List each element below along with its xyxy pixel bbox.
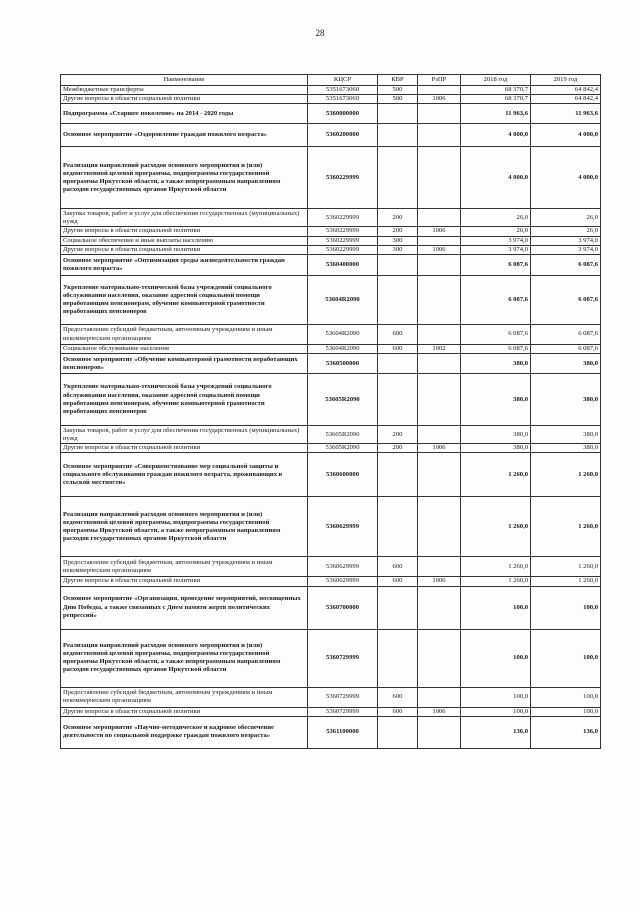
cell-rzpr [418, 255, 461, 276]
cell-rzpr [418, 236, 461, 245]
cell-2019: 11 963,6 [531, 104, 601, 124]
cell-kvr: 600 [378, 707, 418, 716]
cell-2018: 100,0 [461, 586, 531, 629]
cell-name: Укрепление материально-технической базы учреждений социального обслуживания населения, оказание адресной социальной помощи неработающим пенсионерам, обучение компьютерной грамотности неработающих пенсионеров [61, 374, 308, 426]
cell-name: Реализация направлений расходов основного мероприятия и (или) ведомственной целевой программы, подпрограммы государственной программы Иркутской области, а также непрограммным направлениям расходов государственных органов Иркутской области [61, 147, 308, 209]
cell-rzpr [418, 209, 461, 227]
cell-rzpr: 1006 [418, 577, 461, 586]
cell-name: Основное мероприятие «Оздоровление граждан пожилого возраста» [61, 124, 308, 147]
cell-kcsr: 5360500000 [308, 354, 378, 374]
cell-2018: 6 087,6 [461, 345, 531, 354]
cell-name: Реализация направлений расходов основного мероприятия и (или) ведомственной целевой программы, подпрограммы государственной программы Иркутской области, а также непрограммным направлениям расходов государственных органов Иркутской области [61, 629, 308, 687]
cell-name: Укрепление материально-технической базы учреждений социального обслуживания населения, оказание адресной социальной помощи неработающим пенсионерам, обучение компьютерной грамотности неработающих пенсионеров [61, 276, 308, 325]
cell-2018: 3 974,0 [461, 236, 531, 245]
cell-2018: 11 963,6 [461, 104, 531, 124]
table-row [61, 557, 601, 577]
cell-2019: 6 087,6 [531, 345, 601, 354]
cell-kvr: 300 [378, 236, 418, 245]
cell-kcsr: 5360629999 [308, 577, 378, 586]
cell-rzpr [418, 687, 461, 707]
cell-rzpr [418, 557, 461, 577]
cell-2018: 26,0 [461, 209, 531, 227]
cell-name: Подпрограмма «Старшее поколение» на 2014 - 2020 годы [61, 104, 308, 124]
cell-kvr [378, 276, 418, 325]
header-2019: 2019 год [531, 75, 601, 86]
table-row [61, 345, 601, 354]
cell-2018: 380,0 [461, 354, 531, 374]
cell-rzpr [418, 716, 461, 748]
table-row [61, 716, 601, 748]
cell-kvr [378, 497, 418, 557]
cell-rzpr [418, 276, 461, 325]
cell-kvr: 600 [378, 687, 418, 707]
cell-kvr: 600 [378, 557, 418, 577]
cell-2019: 100,0 [531, 629, 601, 687]
cell-kcsr: 53604R2090 [308, 325, 378, 345]
cell-name: Другие вопросы в области социальной политики [61, 227, 308, 236]
cell-name: Закупка товаров, работ и услуг для обеспечения государственных (муниципальных) нужд [61, 426, 308, 444]
table-row [61, 354, 601, 374]
cell-kvr [378, 124, 418, 147]
cell-name: Социальное обеспечение и иные выплаты населению [61, 236, 308, 245]
cell-2018: 136,0 [461, 716, 531, 748]
cell-name: Основное мероприятие «Научно-методическое и кадровое обеспечение деятельности по социальной поддержке граждан пожилого возраста» [61, 716, 308, 748]
cell-kvr [378, 629, 418, 687]
cell-kcsr: 5360000000 [308, 104, 378, 124]
cell-kcsr: 53604R2090 [308, 276, 378, 325]
cell-rzpr [418, 586, 461, 629]
cell-2019: 3 974,0 [531, 236, 601, 245]
cell-2019: 64 842,4 [531, 86, 601, 95]
table-body [61, 86, 601, 749]
cell-2018: 100,0 [461, 629, 531, 687]
cell-kvr [378, 374, 418, 426]
cell-2018: 4 000,0 [461, 124, 531, 147]
cell-rzpr [418, 104, 461, 124]
table-row [61, 236, 601, 245]
cell-2018: 1 260,0 [461, 557, 531, 577]
table-row [61, 426, 601, 444]
header-kcsr: КЦСР [308, 75, 378, 86]
cell-rzpr [418, 426, 461, 444]
cell-kvr [378, 147, 418, 209]
cell-kcsr: 5360229999 [308, 147, 378, 209]
cell-kvr: 500 [378, 95, 418, 104]
cell-name: Реализация направлений расходов основного мероприятия и (или) ведомственной целевой программы, подпрограммы государственной программы Иркутской области, а также непрограммным направлениям расходов государственных органов Иркутской области [61, 497, 308, 557]
table-row [61, 629, 601, 687]
cell-2019: 380,0 [531, 374, 601, 426]
cell-kcsr: 5360729999 [308, 707, 378, 716]
cell-kvr [378, 453, 418, 497]
cell-kcsr: 5360629999 [308, 557, 378, 577]
cell-kvr: 600 [378, 577, 418, 586]
table-row [61, 95, 601, 104]
cell-2019: 1 260,0 [531, 577, 601, 586]
cell-2019: 26,0 [531, 209, 601, 227]
cell-rzpr: 1006 [418, 245, 461, 254]
cell-kvr: 600 [378, 345, 418, 354]
table-row [61, 276, 601, 325]
header-2018: 2018 год [461, 75, 531, 86]
cell-2019: 4 000,0 [531, 147, 601, 209]
cell-rzpr: 1006 [418, 227, 461, 236]
cell-kvr: 200 [378, 209, 418, 227]
cell-kcsr: 53605R2090 [308, 426, 378, 444]
table-row [61, 586, 601, 629]
table-row [61, 124, 601, 147]
cell-2019: 1 260,0 [531, 497, 601, 557]
table-header-row [61, 75, 601, 86]
cell-name: Основное мероприятие «Оптимизация среды жизнедеятельности граждан пожилого возраста» [61, 255, 308, 276]
cell-kcsr: 5360229999 [308, 227, 378, 236]
cell-kcsr: 5360700000 [308, 586, 378, 629]
cell-2018: 1 260,0 [461, 577, 531, 586]
cell-kcsr: 5361100000 [308, 716, 378, 748]
cell-kcsr: 5351673060 [308, 95, 378, 104]
table-row [61, 707, 601, 716]
cell-name: Основное мероприятие «Совершенствование мер социальной защиты и социального обслуживания граждан пожилого возраста, проживающих в сельской местности» [61, 453, 308, 497]
cell-kcsr: 5360200000 [308, 124, 378, 147]
cell-kvr: 200 [378, 227, 418, 236]
cell-kcsr: 5360729999 [308, 629, 378, 687]
cell-rzpr [418, 374, 461, 426]
cell-name: Закупка товаров, работ и услуг для обеспечения государственных (муниципальных) нужд [61, 209, 308, 227]
cell-2019: 1 260,0 [531, 557, 601, 577]
cell-2019: 4 000,0 [531, 124, 601, 147]
table-row [61, 104, 601, 124]
cell-kvr: 200 [378, 444, 418, 453]
cell-2019: 6 087,6 [531, 325, 601, 345]
cell-2018: 380,0 [461, 374, 531, 426]
cell-kvr [378, 255, 418, 276]
cell-2019: 1 260,0 [531, 453, 601, 497]
cell-2019: 136,0 [531, 716, 601, 748]
cell-2018: 3 974,0 [461, 245, 531, 254]
cell-kcsr: 5351673060 [308, 86, 378, 95]
cell-rzpr [418, 325, 461, 345]
table-row [61, 374, 601, 426]
cell-2019: 380,0 [531, 354, 601, 374]
cell-2018: 6 087,6 [461, 276, 531, 325]
page-number: 28 [315, 28, 325, 38]
cell-name: Другие вопросы в области социальной политики [61, 95, 308, 104]
cell-kvr: 600 [378, 325, 418, 345]
cell-kcsr: 5360629999 [308, 497, 378, 557]
cell-2019: 100,0 [531, 687, 601, 707]
cell-2018: 68 370,7 [461, 95, 531, 104]
cell-rzpr [418, 147, 461, 209]
cell-rzpr: 1006 [418, 707, 461, 716]
cell-2018: 1 260,0 [461, 453, 531, 497]
table-row [61, 147, 601, 209]
cell-kcsr: 5360600000 [308, 453, 378, 497]
cell-2019: 100,0 [531, 707, 601, 716]
cell-2019: 3 974,0 [531, 245, 601, 254]
cell-2018: 380,0 [461, 444, 531, 453]
cell-kvr [378, 104, 418, 124]
table-row [61, 86, 601, 95]
cell-rzpr [418, 629, 461, 687]
table-row [61, 453, 601, 497]
cell-kvr: 300 [378, 245, 418, 254]
cell-2019: 6 087,6 [531, 255, 601, 276]
cell-2018: 6 087,6 [461, 255, 531, 276]
cell-rzpr [418, 354, 461, 374]
cell-name: Другие вопросы в области социальной политики [61, 577, 308, 586]
cell-kcsr: 5360229999 [308, 209, 378, 227]
cell-name: Основное мероприятие «Обучение компьютерной грамотности неработающих пенсионеров» [61, 354, 308, 374]
cell-rzpr: 1006 [418, 95, 461, 104]
cell-name: Предоставление субсидий бюджетным, автономным учреждениям и иным некоммерческим организациям [61, 687, 308, 707]
cell-kvr: 500 [378, 86, 418, 95]
budget-table [60, 74, 601, 749]
cell-rzpr [418, 453, 461, 497]
cell-rzpr [418, 124, 461, 147]
cell-2019: 380,0 [531, 426, 601, 444]
cell-name: Другие вопросы в области социальной политики [61, 707, 308, 716]
cell-2018: 68 370,7 [461, 86, 531, 95]
cell-name: Предоставление субсидий бюджетным, автономным учреждениям и иным некоммерческим организациям [61, 325, 308, 345]
cell-kcsr: 5360400000 [308, 255, 378, 276]
table-row [61, 209, 601, 227]
table-row [61, 687, 601, 707]
cell-rzpr: 1002 [418, 345, 461, 354]
cell-kcsr: 53604R2090 [308, 345, 378, 354]
table-row [61, 245, 601, 254]
cell-2018: 26,0 [461, 227, 531, 236]
cell-kvr [378, 716, 418, 748]
cell-kcsr: 5360229999 [308, 236, 378, 245]
cell-kvr: 200 [378, 426, 418, 444]
cell-name: Социальное обслуживание населения [61, 345, 308, 354]
cell-kcsr: 5360229999 [308, 245, 378, 254]
cell-kcsr: 53605R2090 [308, 374, 378, 426]
cell-2018: 6 087,6 [461, 325, 531, 345]
cell-2018: 100,0 [461, 707, 531, 716]
cell-2018: 4 000,0 [461, 147, 531, 209]
table-row [61, 255, 601, 276]
cell-kvr [378, 586, 418, 629]
header-rzpr: РзПР [418, 75, 461, 86]
cell-name: Межбюджетные трансферты [61, 86, 308, 95]
cell-name: Предоставление субсидий бюджетным, автономным учреждениям и иным некоммерческим организациям [61, 557, 308, 577]
table-row [61, 577, 601, 586]
cell-2019: 64 842,4 [531, 95, 601, 104]
cell-2018: 1 260,0 [461, 497, 531, 557]
cell-2019: 380,0 [531, 444, 601, 453]
table-row [61, 497, 601, 557]
cell-rzpr [418, 86, 461, 95]
table-row [61, 325, 601, 345]
cell-kvr [378, 354, 418, 374]
cell-rzpr: 1006 [418, 444, 461, 453]
header-name: Наименование [61, 75, 308, 86]
cell-name: Основное мероприятие «Организация, проведение мероприятий, посвященных Дню Победы, а также связанных с Днем памяти жертв политических репрессий» [61, 586, 308, 629]
cell-name: Другие вопросы в области социальной политики [61, 444, 308, 453]
cell-2018: 380,0 [461, 426, 531, 444]
cell-kcsr: 5360729999 [308, 687, 378, 707]
header-kvr: КВР [378, 75, 418, 86]
cell-rzpr [418, 497, 461, 557]
cell-2019: 100,0 [531, 586, 601, 629]
cell-2019: 26,0 [531, 227, 601, 236]
table-row [61, 227, 601, 236]
cell-name: Другие вопросы в области социальной политики [61, 245, 308, 254]
cell-2019: 6 087,6 [531, 276, 601, 325]
table-row [61, 444, 601, 453]
cell-kcsr: 53605R2090 [308, 444, 378, 453]
cell-2018: 100,0 [461, 687, 531, 707]
